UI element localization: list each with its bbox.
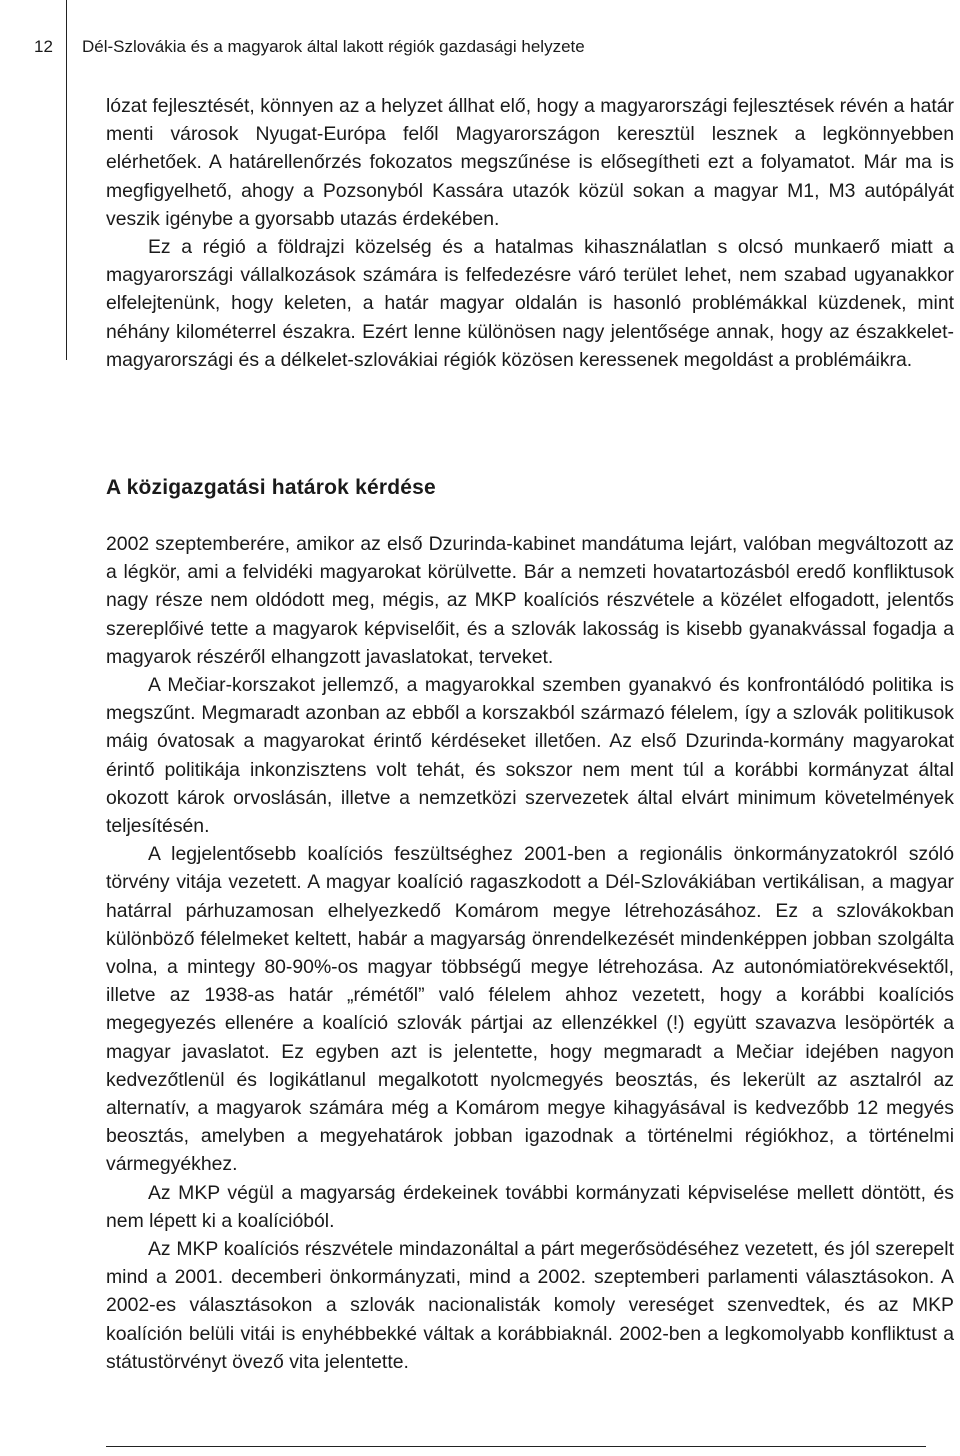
section-heading: A közigazgatási határok kérdése xyxy=(106,476,436,499)
intro-text-block xyxy=(106,92,954,374)
running-head: Dél-Szlovákia és a magyarok által lakott régiók gazdasági helyzete xyxy=(82,37,585,56)
paragraph: Ez a régió a földrajzi közelség és a hatalmas kihasználatlan s olcsó munkaerő miatt a magyarországi vállalkozások számára is felfedezésre váró terület lehet, nem szabad ugyanakkor elfelejtenünk, hogy keleten, a határ magyar oldalán is hasonló problémákkal küzdenek, mint néhány kilométerrel északra. Ezért lenne különösen nagy jelentősége annak, hogy az északkelet-magyarországi és a délkelet-szlovákiai régiók közösen keressenek megoldást a problémáikra. xyxy=(106,236,954,371)
paragraph: Az MKP végül a magyarság érdekeinek további kormányzati képviselése mellett döntött, és nem lépett ki a koalícióból. xyxy=(106,1181,954,1232)
section-text-block xyxy=(106,530,954,1376)
bottom-rule xyxy=(106,1446,926,1447)
page-number: 12 xyxy=(34,37,53,56)
vertical-rule xyxy=(66,0,67,360)
paragraph: Az MKP koalíciós részvétele mindazonáltal a párt megerősödéséhez vezetett, és jól szerepelt mind a 2001. decemberi önkormányzati, mind a 2002. szeptemberi parlamenti választásokon. A 2002-es választásokon a szlovák nacionalisták komoly vereséget szenvedtek, és az MKP koalíción belüli vitái is enyhébbekké váltak a korábbiaknál. 2002-ben a legkomolyabb konfliktust a státustörvényt övező vita jelentette. xyxy=(106,1238,954,1373)
paragraph: lózat fejlesztését, könnyen az a helyzet állhat elő, hogy a magyarországi fejlesztések révén a határ menti városok Nyugat-Európa felől Magyarországon keresztül lesznek a legkönnyebben elérhetőek. A határellenőrzés fokozatos megszűnése is elősegítheti ezt a folyamatot. Már ma is megfigyelhető, ahogy a Pozsonyból Kassára utazók közül sokan a magyar M1, M3 autópályát veszik igénybe a gyorsabb utazás érdekében. xyxy=(106,95,954,230)
paragraph: A Mečiar-korszakot jellemző, a magyarokkal szemben gyanakvó és konfrontálódó politika is megszűnt. Megmaradt azonban az ebből a korszakból származó félelem, így a szlovák politikusok máig óvatosak a magyarokat érintő kérdéseket illetően. Az első Dzurinda-kormány magyarokat érintő politikája inkonzisztens volt tehát, és sokszor nem ment túl a korábbi kormányzat által okozott károk orvoslásán, illetve a nemzetközi szervezetek által elvárt minimum követelmények teljesítésén. xyxy=(106,674,954,838)
paragraph: A legjelentősebb koalíciós feszültséghez 2001-ben a regionális önkormányzatokról szóló törvény vitája vezetett. A magyar koalíció ragaszkodott a Dél-Szlovákiában vertikálisan, a magyar határral párhuzamosan elhelyezkedő Komárom megye létrehozásához. Ez a szlovákokban különböző félelmeket keltett, habár a magyarság önrendelkezését mindenképpen jobban szolgálta volna, a mintegy 80-90%-os magyar többségű megye létrehozása. Az autonómiatörekvésektől, illetve az 1938-as határ „rémétől” való félelem ahhoz vezetett, hogy a korábbi koalíciós megegyezés ellenére a koalíció szlovák pártjai az ellenzékkel (!) együtt szavazva lesöpörték a magyar javaslatot. Ez egyben azt is jelentette, hogy megmaradt a Mečiar idejében nagyon kedvezőtlenül és logikátlanul megalkotott nyolcmegyés beosztás, és lekerült az asztalról az alternatív, a magyarok számára még a Komárom megye kihagyásával is kedvezőbb 12 megyés beosztás, amelyben a megyehatárok jobban igazodnak a történelmi régiókhoz, a történelmi vármegyékhez. xyxy=(106,843,954,1176)
paragraph: 2002 szeptemberére, amikor az első Dzurinda-kabinet mandátuma lejárt, valóban megváltozott az a légkör, ami a felvidéki magyarokat körülvette. Bár a nemzeti hovatartozásból eredő konfliktusok nagy része nem oldódott meg, mégis, az MKP koalíciós részvétele a közélet elfogadott, jelentős szereplőivé tette a magyarok képviselőit, és a szlovák lakosság is kisebb gyanakvással fogadja a magyarok részéről elhangzott javaslatokat, terveket. xyxy=(106,533,954,668)
